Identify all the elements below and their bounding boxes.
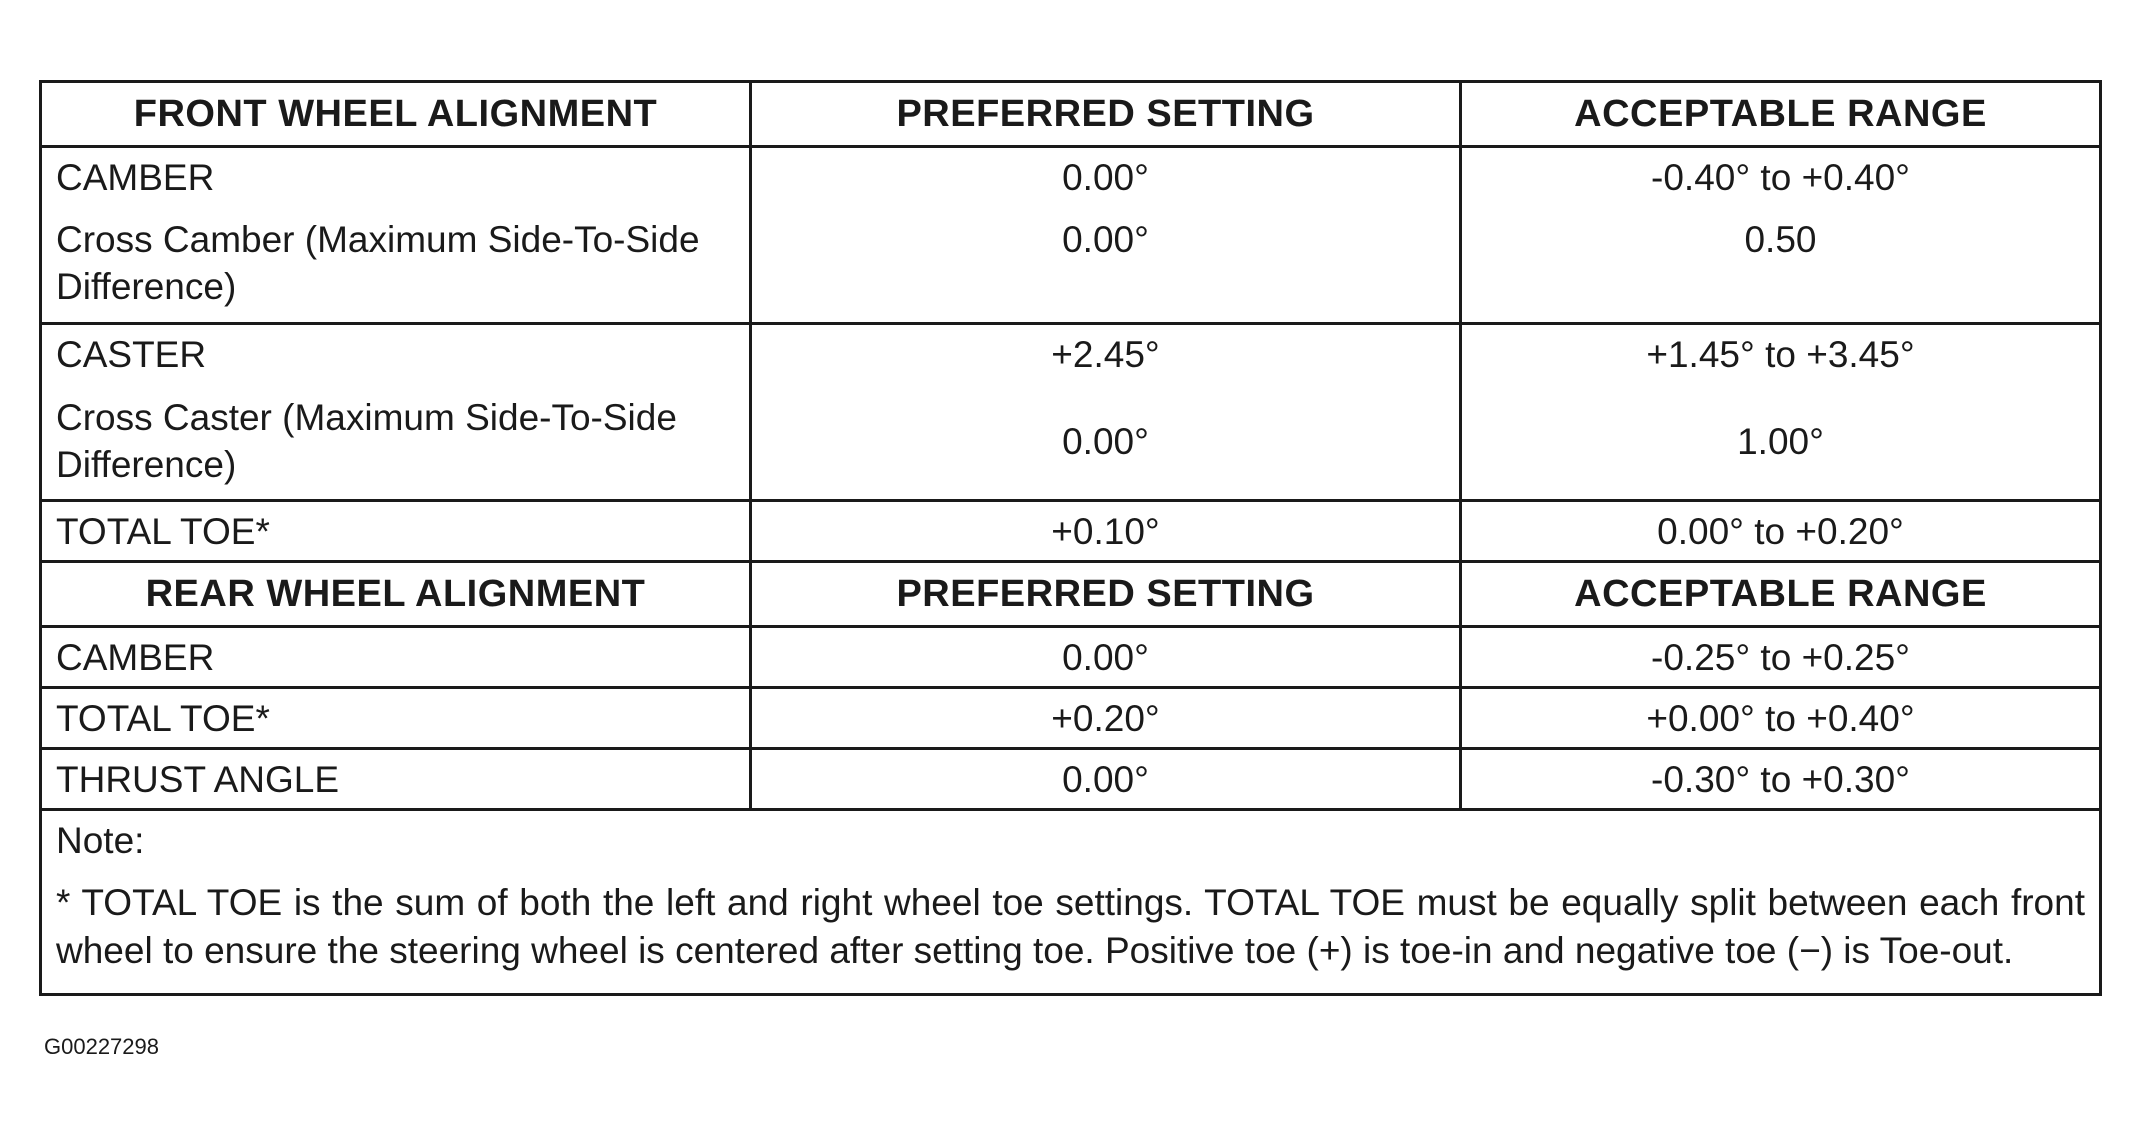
rear-preferred-heading: PREFERRED SETTING — [751, 562, 1461, 627]
param-cross-caster: Cross Caster (Maximum Side-To-Side Difference) — [56, 397, 677, 485]
preferred-thrust-angle: 0.00° — [751, 749, 1461, 810]
front-total-toe-row — [41, 501, 2101, 562]
range-thrust-angle: -0.30° to +0.30° — [1461, 749, 2101, 810]
front-range-heading: ACCEPTABLE RANGE — [1461, 82, 2101, 147]
range-caster: +1.45° to +3.45° — [1646, 333, 1915, 375]
preferred-front-total-toe: +0.10° — [751, 501, 1461, 562]
param-front-total-toe: TOTAL TOE* — [41, 501, 751, 562]
preferred-caster: +2.45° — [1051, 333, 1160, 375]
rear-alignment-heading: REAR WHEEL ALIGNMENT — [41, 562, 751, 627]
front-caster-preferred — [751, 324, 1461, 501]
front-camber-range — [1461, 147, 2101, 324]
front-preferred-heading: PREFERRED SETTING — [751, 82, 1461, 147]
range-cross-caster: 1.00° — [1737, 420, 1824, 462]
front-caster-group — [41, 324, 2101, 501]
wheel-alignment-spec-table — [39, 80, 2102, 996]
front-camber-params — [41, 147, 751, 324]
rear-total-toe-row — [41, 688, 2101, 749]
preferred-rear-total-toe: +0.20° — [751, 688, 1461, 749]
param-rear-camber: CAMBER — [41, 627, 751, 688]
front-header-row — [41, 82, 2101, 147]
param-cross-camber: Cross Camber (Maximum Side-To-Side Difference) — [56, 219, 700, 307]
param-thrust-angle: THRUST ANGLE — [41, 749, 751, 810]
note-cell — [41, 810, 2101, 995]
param-camber: CAMBER — [56, 156, 215, 198]
front-camber-group — [41, 147, 2101, 324]
note-label: Note: — [56, 820, 145, 861]
front-camber-preferred — [751, 147, 1461, 324]
note-row — [41, 810, 2101, 995]
range-cross-camber: 0.50 — [1744, 219, 1817, 260]
param-rear-total-toe: TOTAL TOE* — [41, 688, 751, 749]
rear-range-heading: ACCEPTABLE RANGE — [1461, 562, 2101, 627]
range-front-total-toe: 0.00° to +0.20° — [1461, 501, 2101, 562]
front-caster-range — [1461, 324, 2101, 501]
preferred-cross-caster: 0.00° — [1062, 420, 1149, 462]
param-caster: CASTER — [56, 333, 207, 375]
note-text: * TOTAL TOE is the sum of both the left and right wheel toe settings. TOTAL TOE must be equally split between each front wheel to ensure the steering wheel is centered after setting toe. Positive toe (+) is toe-in and negative toe (−) is Toe-out. — [56, 882, 2085, 971]
rear-header-row — [41, 562, 2101, 627]
rear-thrust-angle-row — [41, 749, 2101, 810]
range-camber: -0.40° to +0.40° — [1651, 156, 1910, 198]
preferred-rear-camber: 0.00° — [751, 627, 1461, 688]
preferred-camber: 0.00° — [1062, 156, 1149, 198]
figure-id: G00227298 — [44, 1034, 159, 1059]
range-rear-total-toe: +0.00° to +0.40° — [1461, 688, 2101, 749]
rear-camber-row — [41, 627, 2101, 688]
preferred-cross-camber: 0.00° — [1062, 219, 1149, 260]
range-rear-camber: -0.25° to +0.25° — [1461, 627, 2101, 688]
front-caster-params — [41, 324, 751, 501]
front-alignment-heading: FRONT WHEEL ALIGNMENT — [41, 82, 751, 147]
